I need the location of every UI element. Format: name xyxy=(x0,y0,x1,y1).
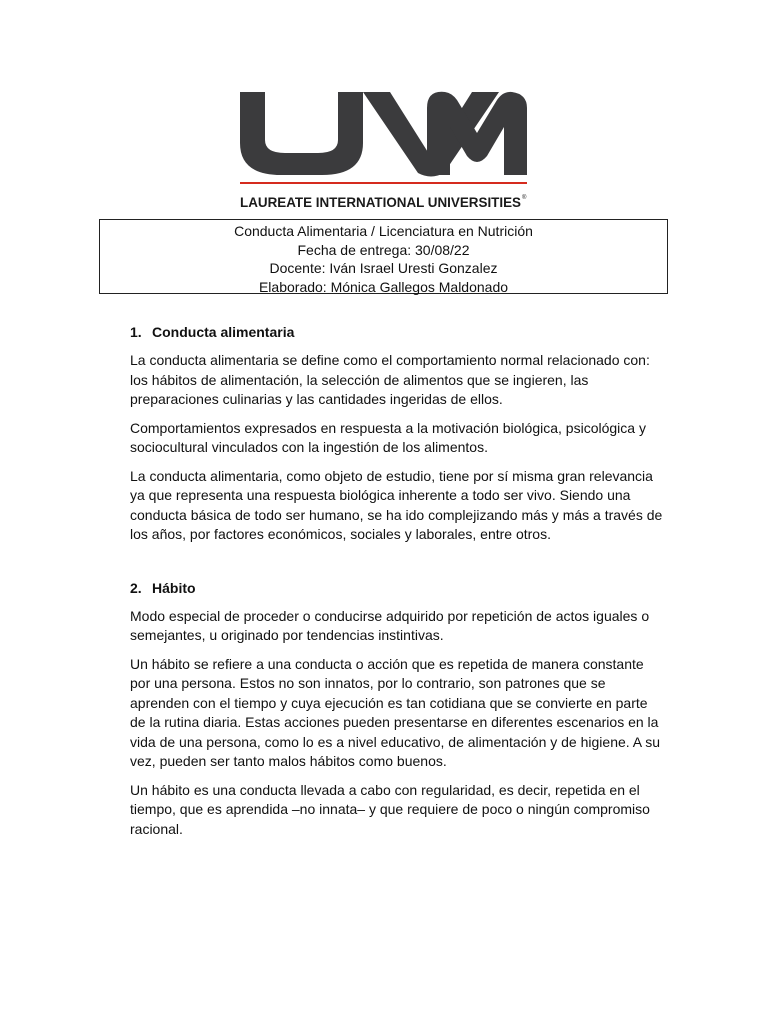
section-spacer xyxy=(130,554,665,578)
teacher-line: Docente: Iván Israel Uresti Gonzalez xyxy=(269,260,498,276)
paragraph: La conducta alimentaria, como objeto de estudio, tiene por sí misma gran relevancia ya que representa una respuesta biológica inherente a todo ser vivo. Siendo una conducta básica de todo ser humano, se ha ido complejizando más y más a través de los años, por factores económicos, sociales y laborales, entre otros. xyxy=(130,467,663,542)
section-heading xyxy=(130,322,665,342)
section-title: Conducta alimentaria xyxy=(152,324,295,340)
document-body xyxy=(130,322,665,848)
registered-mark: ® xyxy=(522,195,527,201)
due-date-line: Fecha de entrega: 30/08/22 xyxy=(297,241,470,258)
paragraph: Comportamientos expresados en respuesta a la motivación biológica, psicológica y sociocultural vinculados con la ingestión de los alimentos. xyxy=(130,419,646,455)
logo-tagline: LAUREATE INTERNATIONAL UNIVERSITIES xyxy=(240,195,522,210)
paragraph: La conducta alimentaria se define como el comportamiento normal relacionado con: los hábitos de alimentación, la selección de alimentos que se ingieren, las preparaciones culinarias y las cantidades ingeridas de ellos. xyxy=(130,352,650,407)
uvm-wordmark-letters xyxy=(240,92,527,177)
section-heading xyxy=(130,578,665,598)
author-line: Elaborado: Mónica Gallegos Maldonado xyxy=(258,278,509,295)
course-line: Conducta Alimentaria / Licenciatura en Nutrición xyxy=(234,223,533,239)
section-number: 1. xyxy=(130,324,142,340)
uvm-logo xyxy=(0,0,768,215)
red-rule xyxy=(240,182,527,184)
section-number: 2. xyxy=(130,579,142,596)
section-title: Hábito xyxy=(152,579,196,596)
section-habito xyxy=(130,578,665,840)
paragraph: Modo especial de proceder o conducirse adquirido por repetición de actos iguales o semejantes, u originado por tendencias instintivas. xyxy=(130,607,650,643)
header-info-box xyxy=(99,219,668,294)
section-conducta-alimentaria xyxy=(130,322,665,545)
paragraph: Un hábito se refiere a una conducta o acción que es repetida de manera constante por una persona. Estos no son innatos, por lo contrario, son patrones que se aprenden con el tiempo y cuya ejecución es tan cotidiana que se convierte en parte de la rutina diaria. Estas acciones pueden presentarse en diferentes escenarios en la vida de una persona, como lo es a nivel educativo, de alimentación y de higiene. A su vez, pueden ser tanto malos hábitos como buenos. xyxy=(130,655,661,769)
paragraph: Un hábito es una conducta llevada a cabo con regularidad, es decir, repetida en el tiempo, que es aprendida –no innata– y que requiere de poco o ningún compromiso racional. xyxy=(130,781,650,837)
